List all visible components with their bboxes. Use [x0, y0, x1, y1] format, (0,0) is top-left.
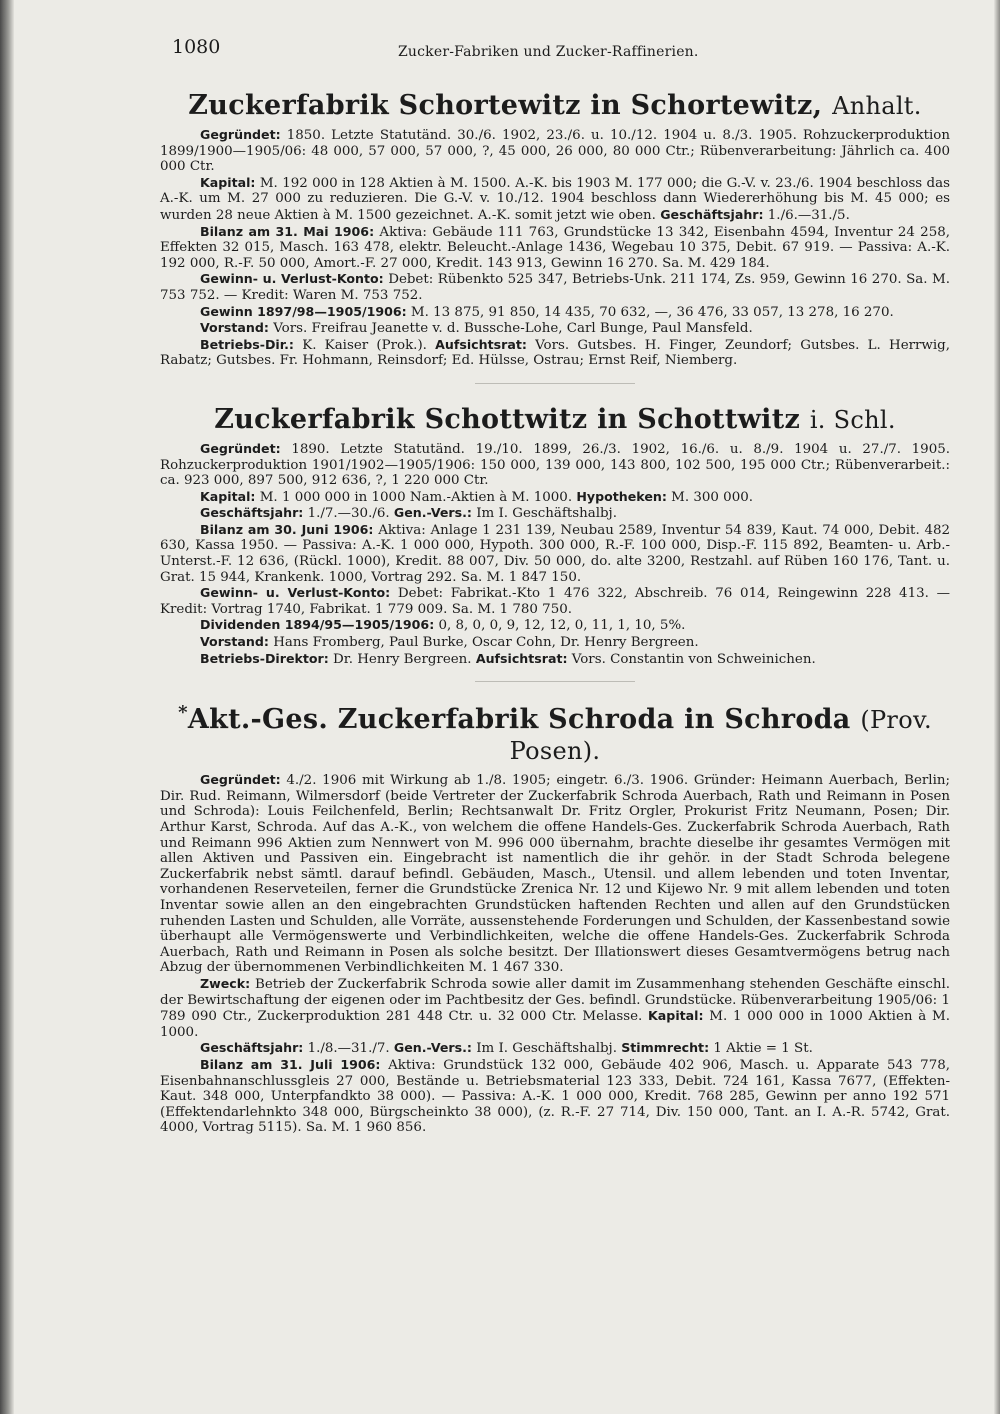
field-label: Bilanz am 31. Juli 1906:	[200, 1056, 381, 1072]
field-value: M. 192 000 in 128 Aktien à M. 1500. A.-K. bis 1903 M. 177 000; die G.-V. v. 23./6. 1904 beschloss das A.-K. um M. 27 000 zu reduzieren. Die G.-V. v. 10./12. 1904 beschloss dann Wiedererhöhung bis M. 45 000; es wurden 28 neue Aktien à M. 1500 gezeichnet. A.-K. somit jetzt wie oben.	[160, 175, 950, 223]
field-value: Debet: Fabrikat.-Kto 1 476 322, Abschreib. 76 014, Reingewinn 228 413. — Kredit: Vortrag 1740, Fabrikat. 1 779 009. Sa. M. 1 780 750.	[160, 586, 950, 617]
field-label: Geschäftsjahr:	[660, 206, 764, 222]
field-label: Bilanz am 30. Juni 1906:	[200, 521, 374, 537]
field-label: Gewinn- u. Verlust-Konto:	[200, 271, 384, 287]
entry-body	[160, 441, 950, 667]
field-label: Bilanz am 31. Mai 1906:	[200, 223, 375, 239]
entry-paragraph	[160, 1057, 950, 1136]
company-location: (Prov. Posen).	[509, 706, 932, 766]
field-value: Betrieb der Zuckerfabrik Schroda sowie aller damit im Zusammenhang stehenden Geschäfte einschl. der Bewirtschaftung der eigenen oder im Pachtbesitz der Ges. befindl. Grundstücke. Rübenverarbeitung 1905/06: 1 789 090 Ctr., Zuckerproduktion 281 448 Ctr. u. 32 000 Ctr. Melasse.	[160, 976, 950, 1025]
field-label: Kapital:	[200, 174, 256, 190]
sections-container	[160, 90, 950, 1136]
field-label: Betriebs-Direktor:	[200, 650, 329, 666]
field-value: 4./2. 1906 mit Wirkung ab 1./8. 1905; eingetr. 6./3. 1906. Gründer: Heimann Auerbach, Berlin; Dir. Rud. Reimann, Wilmersdorf (beide Vertreter der Zuckerfabrik Schroda Auerbach, Rath und Reimann in Posen und Schroda): Louis Feilchenfeld, Berlin; Rechtsanwalt Dr. Fritz Orgler, Prokurist Fritz Neumann, Posen; Dir. Arthur Karst, Schroda. Auf das A.-K., von welchem die offene Handels-Ges. Zuckerfabrik Schroda Auerbach, Rath und Reimann 996 Aktien zum Nennwert von M. 996 000 übernahm, brachte dieselbe ihr gesamtes Vermögen mit allen Aktiven und Passiven ein. Eingebracht ist namentlich die ihr gehör. in der Stadt Schroda belegene Zuckerfabrik nebst sämtl. darauf befindl. Gebäuden, Masch., Utensil. und allem lebenden und toten Inventar, vorhandenen Reserveteilen, ferner die Grundstücke Zrenica Nr. 12 und Kijewo Nr. 9 mit allem lebenden und toten Inventar sowie allen an den eingebrachten Grundstücken haftenden Rechten und allen auf den Grundstücken ruhenden Lasten und Schulden, alle Vorräte, aussenstehende Forderungen und Schulden, der Kassenbestand sowie überhaupt alle Vermögenswerte und Verbindlichkeiten, welche die offene Handels-Ges. Zuckerfabrik Schroda Auerbach, Rath und Reimann in Posen als solche besitzt. Der Illationswert dieses Gesamtvermögens betrug nach Abzug der übernommenen Verbindlichkeiten M. 1 467 330.	[160, 773, 950, 976]
field-label: Gen.-Vers.:	[393, 1040, 472, 1056]
entry-paragraph	[160, 772, 950, 976]
company-location: Anhalt.	[832, 92, 922, 120]
field-label: Kapital:	[200, 488, 256, 504]
page-number: 1080	[172, 36, 221, 58]
entry-paragraph	[160, 585, 950, 617]
entry-paragraph	[160, 320, 950, 337]
entry-paragraph	[160, 522, 950, 585]
field-value: Vors. Gutsbes. H. Finger, Zeundorf; Gutsbes. L. Herrwig, Rabatz; Gutsbes. Fr. Hohmann, Reinsdorf; Ed. Hülsse, Ostrau; Ernst Reif, Niemberg.	[160, 337, 951, 369]
entry-body	[160, 772, 950, 1136]
field-value: Aktiva: Grundstück 132 000, Gebäude 402 906, Masch. u. Apparate 543 778, Eisenbahnanschlussgleis 27 000, Bestände u. Betriebsmaterial 123 333, Debit. 724 161, Kassa 7677, (Effekten-Kaut. 348 000, Unterpfandkto 38 000). — Passiva: A.-K. 1 000 000, Kredit. 768 285, Gewinn per anno 192 571 (Effektendarlehnkto 348 000, Bürgscheinkto 38 000), (z. R.-F. 27 714, Div. 150 000, Tant. an I. A.-R. 5742, Grat. 4000, Vortrag 5115). Sa. M. 1 960 856.	[160, 1057, 950, 1136]
entry-paragraph	[160, 617, 950, 634]
field-value: Aktiva: Anlage 1 231 139, Neubau 2589, Inventur 54 839, Kaut. 74 000, Debit. 482 630, Kassa 1950. — Passiva: A.-K. 1 000 000, Hypoth. 300 000, R.-F. 100 000, Disp.-F. 115 892, Beamten- u. Arb.-Unterst.-F. 12 636, (Rückl. 1000), Kredit. 88 007, Div. 50 000, do. alte 3200, Restzahl. auf Rüben 160 176, Tant. u. Grat. 15 944, Krankenk. 1000, Vortrag 292. Sa. M. 1 847 150.	[160, 522, 950, 585]
field-value: 1./6.—31./5.	[763, 207, 850, 223]
scan-page-edge	[0, 0, 14, 1414]
field-value: Im I. Geschäftshalbj.	[471, 506, 617, 522]
field-label: Hypotheken:	[576, 488, 667, 504]
field-label: Gewinn 1897/98—1905/1906:	[200, 303, 407, 319]
company-title-text: Zuckerfabrik Schottwitz in Schottwitz	[214, 403, 801, 435]
field-label: Kapital:	[648, 1008, 704, 1024]
field-value: 1 Aktie = 1 St.	[709, 1041, 813, 1057]
field-label: Dividenden 1894/95—1905/1906:	[200, 617, 435, 633]
scan-page-edge-right	[994, 0, 1000, 1414]
field-value: 1./8.—31./7.	[303, 1041, 390, 1057]
entry-paragraph	[160, 337, 950, 369]
entry-paragraph	[160, 505, 950, 522]
entry-paragraph	[160, 1040, 950, 1057]
field-label: Gegründet:	[200, 127, 281, 142]
field-value: M. 1 000 000 in 1000 Aktien à M. 1000.	[160, 1009, 950, 1040]
field-label: Aufsichtsrat:	[475, 650, 568, 666]
entry-paragraph	[160, 441, 950, 489]
field-label: Aufsichtsrat:	[435, 336, 527, 352]
field-value: K. Kaiser (Prok.).	[293, 337, 427, 353]
field-value: 1850. Letzte Statutänd. 30./6. 1902, 23./6. u. 10./12. 1904 u. 8./3. 1905. Rohzuckerproduktion 1899/1900—1905/06: 48 000, 57 000, 57 000, ?, 45 000, 26 000, 80 000 Ctr.; Rübenverarbeitung: Jährlich ca. 400 000 Ctr.	[160, 128, 950, 175]
field-value: M. 13 875, 91 850, 14 435, 70 632, —, 36 476, 33 057, 13 278, 16 270.	[406, 304, 894, 320]
company-title-text: Akt.-Ges. Zuckerfabrik Schroda in Schroda	[187, 704, 851, 736]
field-label: Gegründet:	[200, 440, 281, 456]
running-title: Zucker-Fabriken und Zucker-Raffinerien.	[398, 44, 699, 60]
entry-paragraph	[160, 271, 950, 303]
field-value: Aktiva: Gebäude 111 763, Grundstücke 13 342, Eisenbahn 4594, Inventur 24 258, Effekten 32 015, Masch. 163 478, elektr. Beleucht.-Anlage 1436, Wegebau 10 375, Debit. 67 919. — Passiva: A.-K. 192 000, R.-F. 50 000, Amort.-F. 27 000, Kredit. 143 913, Gewinn 16 270. Sa. M. 429 184.	[160, 224, 950, 271]
section-divider	[475, 383, 635, 384]
field-value: Vors. Freifrau Jeanette v. d. Bussche-Lohe, Carl Bunge, Paul Mansfeld.	[268, 321, 753, 337]
field-label: Geschäftsjahr:	[200, 505, 304, 521]
section-divider	[475, 681, 635, 682]
company-entry	[160, 90, 950, 384]
entry-paragraph	[160, 634, 950, 651]
entry-paragraph	[160, 175, 950, 224]
field-label: Gen.-Vers.:	[393, 505, 472, 521]
entry-body	[160, 127, 950, 369]
company-entry	[160, 404, 950, 682]
field-value: 0, 8, 0, 0, 9, 12, 12, 0, 11, 1, 10, 5%.	[434, 618, 686, 634]
field-label: Gegründet:	[200, 772, 281, 788]
field-value: M. 1 000 000 in 1000 Nam.-Aktien à M. 1000.	[255, 489, 573, 505]
entry-paragraph	[160, 224, 950, 272]
company-title	[160, 702, 950, 766]
field-label: Vorstand:	[200, 320, 269, 336]
document-page	[160, 30, 950, 1136]
field-label: Zweck:	[200, 975, 251, 991]
field-label: Stimmrecht:	[621, 1040, 710, 1056]
entry-paragraph	[160, 304, 950, 321]
field-label: Vorstand:	[200, 634, 269, 650]
field-value: Dr. Henry Bergreen.	[328, 651, 472, 667]
field-value: Vors. Constantin von Schweinichen.	[567, 651, 816, 667]
company-title	[160, 90, 950, 121]
company-entry	[160, 702, 950, 1136]
field-value: 1./7.—30./6.	[303, 506, 390, 522]
field-value: Im I. Geschäftshalbj.	[471, 1041, 617, 1057]
field-value: Debet: Rübenkto 525 347, Betriebs-Unk. 211 174, Zs. 959, Gewinn 16 270. Sa. M. 753 752. — Kredit: Waren M. 753 752.	[160, 272, 950, 303]
field-value: M. 300 000.	[666, 489, 754, 505]
field-value: 1890. Letzte Statutänd. 19./10. 1899, 26./3. 1902, 16./6. u. 8./9. 1904 u. 27./7. 1905. Rohzuckerproduktion 1901/1902—1905/1906: 150 000, 139 000, 143 800, 102 500, 195 000 Ctr.; Rübenverarbeit.: ca. 923 000, 897 500, 912 636, ?, 1 220 000 Ctr.	[160, 441, 950, 489]
entry-paragraph	[160, 976, 950, 1040]
asterisk-mark: *	[178, 702, 188, 724]
entry-paragraph	[160, 489, 950, 506]
entry-paragraph	[160, 127, 950, 175]
field-value: Hans Fromberg, Paul Burke, Oscar Cohn, Dr. Henry Bergreen.	[268, 635, 699, 651]
field-label: Betriebs-Dir.:	[200, 336, 294, 352]
entry-paragraph	[160, 651, 950, 668]
company-title	[160, 404, 950, 435]
field-label: Gewinn- u. Verlust-Konto:	[200, 585, 391, 601]
field-label: Geschäftsjahr:	[200, 1040, 304, 1056]
company-location: i. Schl.	[809, 405, 896, 434]
company-title-text: Zuckerfabrik Schortewitz in Schortewitz,	[188, 90, 823, 121]
page-header	[160, 30, 950, 70]
